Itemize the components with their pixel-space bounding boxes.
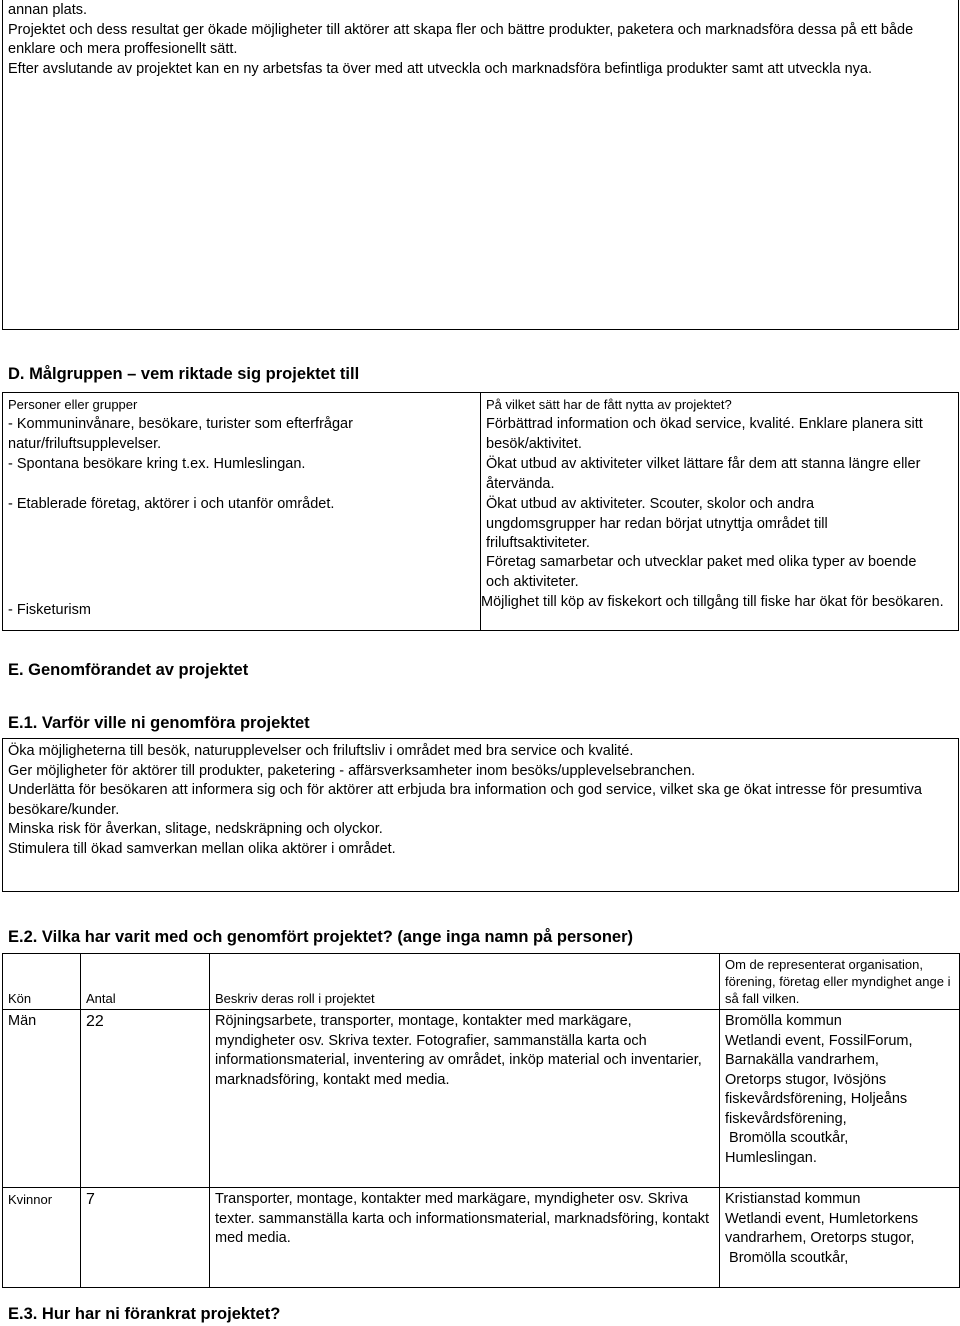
cell-count: 7 [81,1188,210,1288]
target-group-benefit: Förbättrad information och ökad service, kvalité. Enklare planera sitt besök/aktivitet. [486,416,923,452]
org-line: fiskevårdsförening, [725,1110,847,1127]
org-line: Kristianstad kommun [725,1191,861,1207]
target-group-table [2,392,959,631]
org-line: vandrarhem, Oretorps stugor, [725,1230,915,1246]
cell-role: Röjningsarbete, transporter, montage, kontakter med markägare, myndigheter osv. Skriva texter. Fotografier, sammanställa karta och informationsmaterial, inventering av området, inköp material och inventarier, marknadsföring, kontakt med media. [210,1010,720,1188]
reason-line: Öka möjligheterna till besök, naturupplevelser och friluftsliv i området med bra service och kvalité. [8,743,634,759]
table-row [3,1188,960,1288]
project-summary-box [2,0,959,330]
reason-line: Minska risk för åverkan, slitage, nedskräpning och olyckor. [8,821,383,837]
org-line: Bromölla scoutkår, [725,1130,849,1146]
col-header-benefit: På vilket sätt har de fått nytta av projektet? [486,397,732,412]
org-line: Barnakälla vandrarhem, [725,1052,879,1068]
summary-line: Projektet och dess resultat ger ökade möjligheter till aktörer att skapa fler och bättre produkter, paketera och marknadsföra dessa på ett både enklare och mera proffesionellt sätt. [8,21,914,57]
section-e3-title: E.3. Hur har ni förankrat projektet? [8,1305,281,1323]
col-header-persons: Personer eller grupper [8,397,138,412]
target-group-item: - Fisketurism [8,602,91,618]
summary-line: annan plats. [8,2,88,18]
org-line: Bromölla scoutkår, [725,1249,849,1266]
org-line: Wetlandi event, Humletorkens [725,1210,919,1227]
reason-line: Underlätta för besökaren att informera sig och för aktörer att erbjuda bra information och god service, vilket ska ge ökat intresse för presumtiva besökare/kunder. [8,782,922,818]
cell-gender: Män [3,1010,81,1188]
cell-organisation [720,1010,960,1188]
table-header-row [3,954,960,1010]
org-line: Humleslingan. [725,1149,817,1166]
cell-role: Transporter, montage, kontakter med markägare, myndigheter osv. Skriva texter. sammanställa karta och informationsmaterial, marknadsföring, kontakt med media. [210,1188,720,1288]
org-line: Oretorps stugor, Ivösjöns [725,1071,887,1088]
target-group-benefit: Ökat utbud av aktiviteter. Scouter, skolor och andra ungdomsgrupper har redan börjat utnyttja området till friluftsaktiviteter. [486,496,828,551]
target-group-benefit: Företag samarbetar och utvecklar paket med olika typer av boende och aktiviteter. [486,554,917,590]
section-d-title: D. Målgruppen – vem riktade sig projektet till [8,365,360,383]
org-line: Bromölla kommun [725,1013,842,1029]
target-group-benefit: Möjlighet till köp av fiskekort och tillgång till fiske har ökat för besökaren. [481,594,944,610]
org-line: Wetlandi event, FossilForum, [725,1032,913,1049]
reason-line: Stimulera till ökad samverkan mellan olika aktörer i området. [8,840,396,857]
target-group-item: - Spontana besökare kring t.ex. Humleslingan. [8,456,306,472]
section-e-title: E. Genomförandet av projektet [8,661,249,679]
target-group-benefit: Ökat utbud av aktiviteter vilket lättare får dem att stanna längre eller återvända. [486,456,921,492]
cell-organisation [720,1188,960,1288]
table-row [3,1010,960,1188]
participants-table [2,953,960,1288]
section-e1-title: E.1. Varför ville ni genomföra projektet [8,714,310,732]
cell-count: 22 [81,1010,210,1188]
header-count: Antal [81,954,210,1010]
target-group-item: - Kommuninvånare, besökare, turister som efterfrågar natur/friluftsupplevelser. [8,416,353,452]
cell-gender: Kvinnor [3,1188,81,1288]
summary-line: Efter avslutande av projektet kan en ny arbetsfas ta över med att utveckla och marknadsföra befintliga produkter samt att utveckla nya. [8,60,873,77]
section-e2-title: E.2. Vilka har varit med och genomfört projektet? (ange inga namn på personer) [8,928,634,946]
header-organisation: Om de representerat organisation, förening, företag eller myndighet ange i så fall vilken. [720,954,960,1010]
reasons-box [2,738,959,892]
header-role: Beskriv deras roll i projektet [210,954,720,1010]
header-gender: Kön [3,954,81,1010]
org-line: fiskevårdsförening, Holjeåns [725,1091,908,1107]
reason-line: Ger möjligheter för aktörer till produkter, paketering - affärsverksamheter inom besöks/upplevelsebranchen. [8,762,696,779]
target-group-item: - Etablerade företag, aktörer i och utanför området. [8,496,335,512]
